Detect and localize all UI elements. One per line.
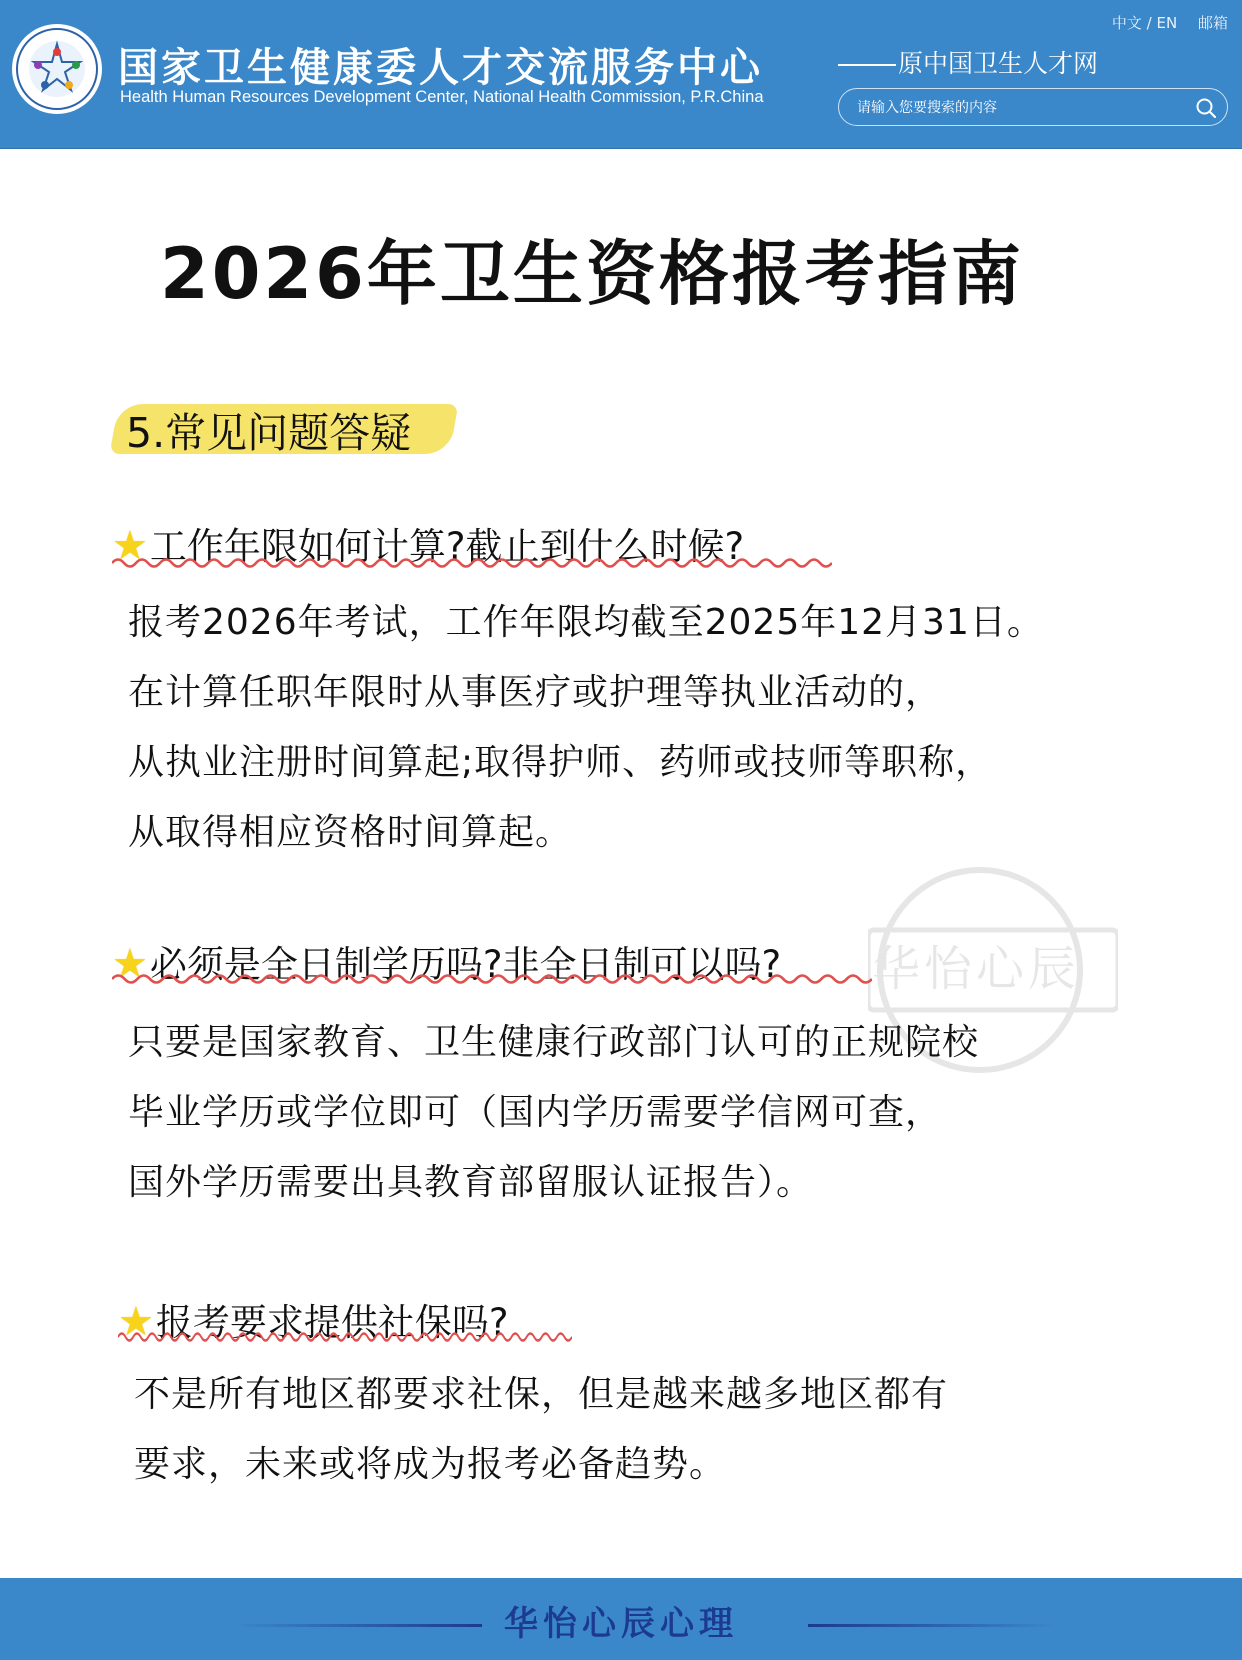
star-icon: ★ bbox=[112, 941, 148, 987]
answer-line: 从取得相应资格时间算起。 bbox=[128, 812, 573, 853]
faq-answer-2 bbox=[128, 1008, 979, 1218]
footer-line-right bbox=[808, 1624, 1054, 1627]
section-heading bbox=[112, 400, 412, 459]
wavy-underline bbox=[112, 972, 872, 986]
answer-line: 毕业学历或学位即可（国内学历需要学信网可查， bbox=[128, 1092, 943, 1133]
former-name-text: 原中国卫生人才网 bbox=[898, 49, 1099, 78]
footer-brand: 华怡心辰心理 bbox=[504, 1604, 738, 1644]
answer-line: 报考2026年考试，工作年限均截至2025年12月31日。 bbox=[128, 602, 1044, 643]
page-title: 2026年卫生资格报考指南 bbox=[160, 233, 1024, 315]
answer-line: 在计算任职年限时从事医疗或护理等执业活动的， bbox=[128, 672, 943, 713]
wavy-underline bbox=[118, 1330, 572, 1344]
top-links bbox=[1096, 12, 1228, 33]
organization-name-en: Health Human Resources Development Center, National Health Commission, P.R.China bbox=[120, 88, 764, 106]
faq-answer-1 bbox=[128, 588, 1044, 868]
organization-name-cn: 国家卫生健康委人才交流服务中心 bbox=[118, 45, 763, 91]
faq-question-text: 报考要求提供社保吗? bbox=[155, 1301, 509, 1344]
answer-line: 从执业注册时间算起;取得护师、药师或技师等职称， bbox=[128, 742, 993, 783]
search-box bbox=[838, 88, 1228, 126]
wavy-underline bbox=[112, 556, 832, 570]
star-icon: ★ bbox=[112, 523, 148, 569]
star-icon: ★ bbox=[118, 1299, 154, 1345]
dash-decoration bbox=[838, 64, 896, 66]
former-name bbox=[838, 44, 1098, 80]
language-switch-link[interactable]: 中文 / EN bbox=[1111, 14, 1178, 32]
footer-bar bbox=[0, 1578, 1242, 1660]
search-icon[interactable] bbox=[1195, 97, 1217, 119]
watermark-text: 华怡心辰 bbox=[872, 941, 1081, 997]
faq-question-text: 必须是全日制学历吗?非全日制可以吗? bbox=[149, 943, 782, 986]
faq-answer-3 bbox=[134, 1360, 948, 1500]
site-header bbox=[0, 0, 1242, 149]
organization-logo-icon bbox=[10, 22, 104, 116]
answer-line: 不是所有地区都要求社保，但是越来越多地区都有 bbox=[134, 1374, 949, 1415]
search-input[interactable] bbox=[855, 95, 1179, 121]
mail-link[interactable]: 邮箱 bbox=[1197, 14, 1228, 32]
answer-line: 要求，未来或将成为报考必备趋势。 bbox=[134, 1444, 727, 1485]
faq-question-text: 工作年限如何计算?截止到什么时候? bbox=[149, 525, 745, 568]
answer-line: 只要是国家教育、卫生健康行政部门认可的正规院校 bbox=[128, 1022, 980, 1063]
answer-line: 国外学历需要出具教育部留服认证报告）。 bbox=[128, 1162, 814, 1203]
section-title: 5.常见问题答疑 bbox=[126, 409, 412, 457]
